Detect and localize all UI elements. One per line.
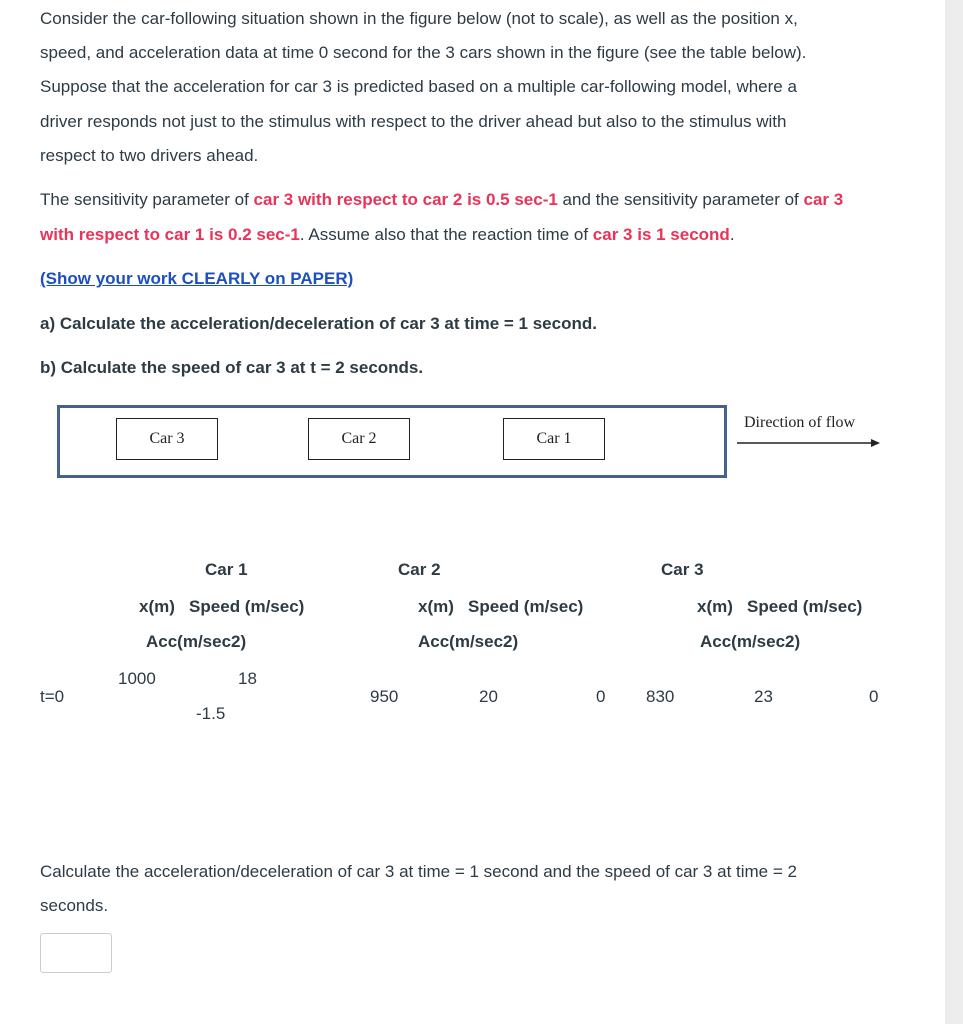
sensitivity-line-2: with respect to car 1 is 0.2 sec-1. Assume also that the reaction time of car 3 is 1 second.	[40, 225, 735, 244]
car-1-header: Car 1	[205, 560, 248, 579]
direction-of-flow-label: Direction of flow	[744, 414, 856, 431]
reaction-time: car 3 is 1 second	[592, 225, 730, 244]
intro-line-3: Suppose that the acceleration for car 3 is predicted based on a multiple car-following model, where a	[40, 77, 797, 96]
car-3-x: 830	[646, 687, 675, 706]
car-1-acc-column: Acc(m/sec2)	[146, 632, 247, 651]
car-3-acc: 0	[869, 687, 879, 706]
intro-line-1: Consider the car-following situation shown in the figure below (not to scale), as well as the position x,	[40, 9, 798, 28]
question-b: b) Calculate the speed of car 3 at t = 2 seconds.	[40, 358, 424, 377]
intro-line-4: driver responds not just to the stimulus with respect to the driver ahead but also to the stimulus with	[40, 112, 787, 131]
car-2-header: Car 2	[398, 560, 441, 579]
intro-line-2: speed, and acceleration data at time 0 second for the 3 cars shown in the figure (see the table below).	[40, 43, 807, 62]
sensitivity-car3-car1: with respect to car 1 is 0.2 sec-1	[40, 225, 300, 244]
sensitivity-car3-label: car 3	[803, 190, 844, 209]
sensitivity-car3-car2: car 3 with respect to car 2 is 0.5 sec-1	[253, 190, 558, 209]
row-label-t0: t=0	[40, 687, 65, 706]
car-3-columns: x(m) Speed (m/sec)	[697, 597, 863, 616]
car-1-columns: x(m) Speed (m/sec)	[139, 597, 305, 616]
car-2-acc: 0	[596, 687, 606, 706]
car-2-columns: x(m) Speed (m/sec)	[418, 597, 584, 616]
show-work-link[interactable]: (Show your work CLEARLY on PAPER)	[40, 269, 354, 288]
car-1-speed: 18	[238, 669, 257, 688]
answer-input[interactable]	[40, 933, 112, 973]
car-2-acc-column: Acc(m/sec2)	[418, 632, 519, 651]
final-question-line-2: seconds.	[40, 896, 109, 915]
car-1-acc: -1.5	[196, 704, 226, 723]
car-3-acc-column: Acc(m/sec2)	[700, 632, 801, 651]
question-a: a) Calculate the acceleration/deceleration of car 3 at time = 1 second.	[40, 314, 597, 333]
car-2-speed: 20	[479, 687, 498, 706]
scrollbar[interactable]	[945, 0, 963, 1024]
car-2-x: 950	[370, 687, 399, 706]
car-3-box: Car 3	[116, 418, 218, 460]
intro-line-5: respect to two drivers ahead.	[40, 146, 259, 165]
car-1-x: 1000	[118, 669, 156, 688]
car-3-speed: 23	[754, 687, 773, 706]
flow-arrow-icon	[737, 438, 881, 448]
car-1-box: Car 1	[503, 418, 605, 460]
car-2-box: Car 2	[308, 418, 410, 460]
car-3-header: Car 3	[661, 560, 704, 579]
final-question-line-1: Calculate the acceleration/deceleration of car 3 at time = 1 second and the speed of car 3 at time = 2	[40, 862, 797, 881]
sensitivity-line-1: The sensitivity parameter of car 3 with respect to car 2 is 0.5 sec-1 and the sensitivity parameter of car 3	[40, 190, 844, 209]
